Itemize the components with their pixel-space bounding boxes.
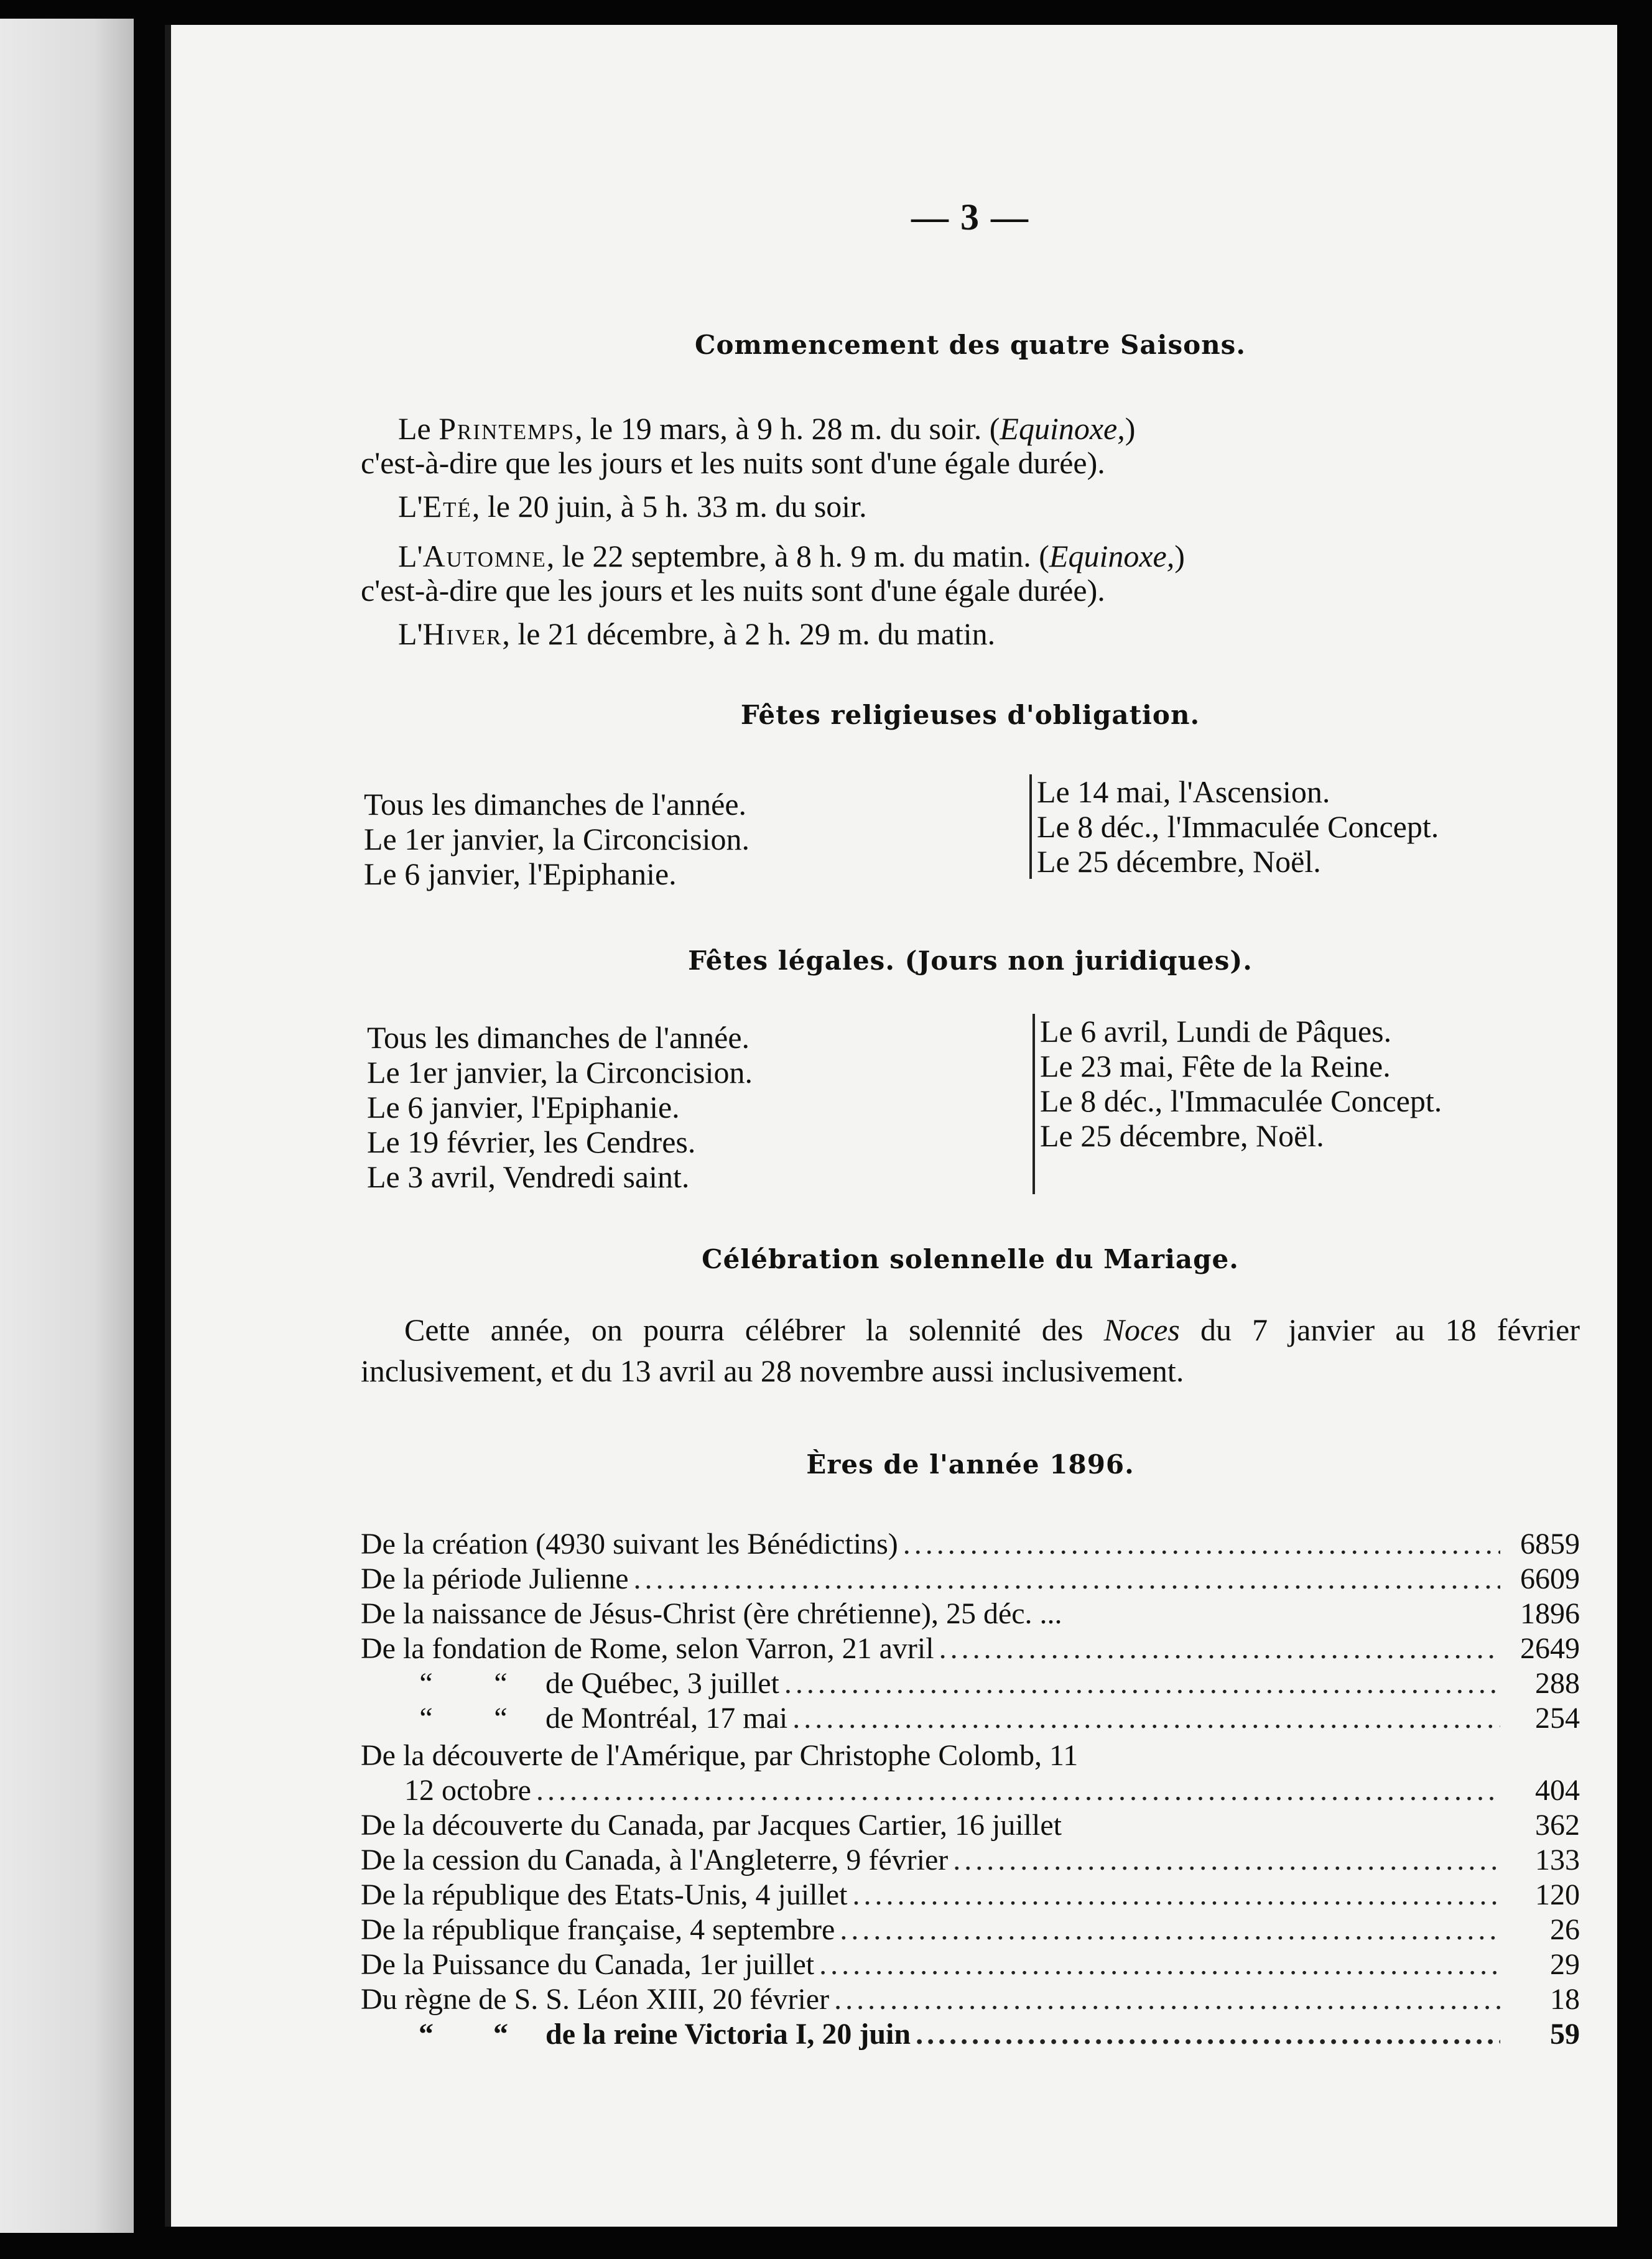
- era-label: De la république des Etats-Unis, 4 juillet: [361, 1878, 848, 1911]
- dot-leader: [840, 1913, 1500, 1947]
- religious-heading: Fêtes religieuses d'obligation.: [740, 700, 1200, 730]
- dot-leader: [903, 1527, 1500, 1561]
- ditto-mark: “: [494, 1667, 508, 1700]
- era-row: [361, 2017, 1580, 2052]
- era-year: 26: [1550, 1913, 1580, 1946]
- automne-text: , le 22 septembre, à 8 h. 9 m. du matin. (: [546, 539, 1049, 573]
- almanac-page: [165, 25, 1617, 2227]
- legal-heading: Fêtes légales. (Jours non juridiques).: [688, 945, 1253, 976]
- printemps-line2: c'est-à-dire que les jours et les nuits sont d'une égale durée).: [361, 445, 1105, 480]
- era-row: [361, 1631, 1580, 1666]
- religious-right-item: Le 8 déc., l'Immaculée Concept.: [1037, 809, 1439, 844]
- printemps-name: Printemps: [439, 411, 575, 446]
- era-row: [361, 1913, 1580, 1947]
- era-row: [361, 1701, 1580, 1736]
- era-row: [361, 1982, 1580, 2017]
- era-label: de la reine Victoria I, 20 juin: [545, 2018, 911, 2051]
- marriage-paragraph: [361, 1309, 1580, 1391]
- era-year: 18: [1550, 1983, 1580, 2016]
- automne-line: [361, 538, 1617, 574]
- dot-leader: [953, 1843, 1500, 1877]
- era-label: 12 octobre: [404, 1774, 531, 1807]
- era-label-with-ditto: [389, 1701, 787, 1735]
- ete-text: , le 20 juin, à 5 h. 33 m. du soir.: [471, 489, 867, 524]
- era-row: [361, 1666, 1580, 1701]
- marriage-text-pre: Cette année, on pourra célébrer la solennité des: [404, 1312, 1104, 1347]
- ete-prefix: L': [398, 489, 423, 524]
- legal-right-column: [1032, 1014, 1442, 1194]
- era-label: Du règne de S. S. Léon XIII, 20 février: [361, 1983, 830, 2016]
- legal-right-item: Le 8 déc., l'Immaculée Concept.: [1040, 1083, 1442, 1118]
- ditto-mark: “: [419, 1702, 433, 1735]
- era-label: De la découverte du Canada, par Jacques Cartier, 16 juillet: [361, 1809, 1062, 1842]
- dot-leader: [792, 1701, 1500, 1735]
- automne-close: ): [1174, 539, 1185, 573]
- era-year: 288: [1535, 1667, 1580, 1700]
- era-year: 59: [1550, 2018, 1580, 2051]
- automne-line2: c'est-à-dire que les jours et les nuits sont d'une égale durée).: [361, 573, 1105, 608]
- era-year: 29: [1550, 1948, 1580, 1981]
- marriage-noces: Noces: [1103, 1312, 1180, 1347]
- legal-left-item: Le 19 février, les Cendres.: [367, 1125, 696, 1159]
- era-row: [361, 1773, 1580, 1808]
- automne-prefix: L': [398, 539, 423, 573]
- printemps-equinox: Equinoxe,: [1000, 411, 1125, 446]
- ete-name: Eté: [422, 489, 472, 524]
- era-year: 133: [1535, 1844, 1580, 1876]
- hiver-name: Hiver: [422, 616, 503, 651]
- era-row: [361, 1597, 1580, 1631]
- era-year: 362: [1535, 1809, 1580, 1842]
- era-row: [361, 1947, 1580, 1982]
- dot-leader: [852, 1878, 1500, 1912]
- ditto-mark: “: [494, 1702, 508, 1735]
- era-row: [361, 1527, 1580, 1562]
- automne-equinox: Equinoxe,: [1049, 539, 1175, 573]
- ditto-mark: “: [419, 1667, 433, 1700]
- hiver-prefix: L': [398, 616, 423, 651]
- era-label: De la cession du Canada, à l'Angleterre, 9 février: [361, 1844, 949, 1876]
- hiver-line: [361, 616, 1617, 652]
- religious-right-item: Le 25 décembre, Noël.: [1037, 844, 1321, 879]
- era-year: 120: [1535, 1878, 1580, 1911]
- religious-left-item: Le 6 janvier, l'Epiphanie.: [364, 856, 677, 891]
- printemps-prefix: Le: [398, 411, 439, 446]
- era-year: 404: [1535, 1774, 1580, 1807]
- legal-left-column: [367, 1020, 753, 1194]
- era-label: De la république française, 4 septembre: [361, 1913, 835, 1946]
- facing-page-edge: [0, 19, 134, 2233]
- religious-left-item: Tous les dimanches de l'année.: [364, 787, 747, 822]
- era-row: [361, 1878, 1580, 1913]
- dot-leader: [634, 1562, 1501, 1596]
- legal-left-item: Tous les dimanches de l'année.: [367, 1020, 750, 1055]
- ditto-mark: “: [493, 2018, 508, 2051]
- automne-name: Automne: [422, 539, 547, 573]
- seasons-heading: Commencement des quatre Saisons.: [695, 330, 1246, 360]
- era-year: 254: [1535, 1702, 1580, 1735]
- marriage-text-post: du 7 janvier au 18 février inclusivement, et du 13 avril au 28 novembre aussi inclusivement.: [361, 1312, 1580, 1388]
- ditto-mark: “: [419, 2018, 434, 2051]
- marriage-heading: Célébration solennelle du Mariage.: [702, 1244, 1239, 1274]
- era-row: [361, 1843, 1580, 1878]
- era-year: 6609: [1520, 1562, 1580, 1595]
- era-label: De la Puissance du Canada, 1er juillet: [361, 1948, 815, 1981]
- era-label: De la découverte de l'Amérique, par Christophe Colomb, 11: [361, 1739, 1079, 1772]
- dot-leader: [939, 1631, 1500, 1666]
- era-year: 6859: [1520, 1528, 1580, 1561]
- legal-left-item: Le 6 janvier, l'Epiphanie.: [367, 1090, 680, 1125]
- religious-right-item: Le 14 mai, l'Ascension.: [1037, 774, 1330, 809]
- printemps-close: ): [1125, 411, 1136, 446]
- era-label-with-ditto: [389, 1666, 779, 1700]
- legal-right-item: Le 6 avril, Lundi de Pâques.: [1040, 1014, 1392, 1049]
- era-label: De la naissance de Jésus-Christ (ère chrétienne), 25 déc. ...: [361, 1597, 1062, 1630]
- religious-right-column: [1029, 774, 1439, 879]
- legal-left-item: Le 3 avril, Vendredi saint.: [367, 1159, 690, 1194]
- legal-right-item: Le 25 décembre, Noël.: [1040, 1118, 1324, 1153]
- ete-line: [361, 488, 1617, 524]
- printemps-line: [361, 411, 1617, 447]
- dot-leader: [834, 1982, 1500, 2016]
- dot-leader: [784, 1666, 1500, 1700]
- era-label: De la création (4930 suivant les Bénédictins): [361, 1528, 898, 1561]
- eras-heading: Ères de l'année 1896.: [806, 1449, 1135, 1480]
- printemps-text: , le 19 mars, à 9 h. 28 m. du soir. (: [575, 411, 1000, 446]
- dot-leader: [536, 1773, 1500, 1807]
- era-row: [361, 1808, 1580, 1843]
- hiver-text: , le 21 décembre, à 2 h. 29 m. du matin.: [502, 616, 996, 651]
- legal-left-item: Le 1er janvier, la Circoncision.: [367, 1055, 753, 1090]
- page-number: — 3 —: [911, 197, 1029, 238]
- era-label: De la période Julienne: [361, 1562, 629, 1595]
- era-label: de Montréal, 17 mai: [545, 1702, 788, 1735]
- era-label: de Québec, 3 juillet: [545, 1667, 779, 1700]
- religious-left-item: Le 1er janvier, la Circoncision.: [364, 822, 749, 856]
- era-row: [361, 1562, 1580, 1597]
- legal-right-item: Le 23 mai, Fête de la Reine.: [1040, 1049, 1391, 1083]
- dot-leader: [819, 1947, 1500, 1982]
- era-label-with-ditto: [389, 2017, 911, 2051]
- era-label: De la fondation de Rome, selon Varron, 21 avril: [361, 1632, 934, 1665]
- religious-left-column: [364, 787, 749, 891]
- era-year: 2649: [1520, 1632, 1580, 1665]
- era-year: 1896: [1520, 1597, 1580, 1630]
- dot-leader: [916, 2017, 1500, 2051]
